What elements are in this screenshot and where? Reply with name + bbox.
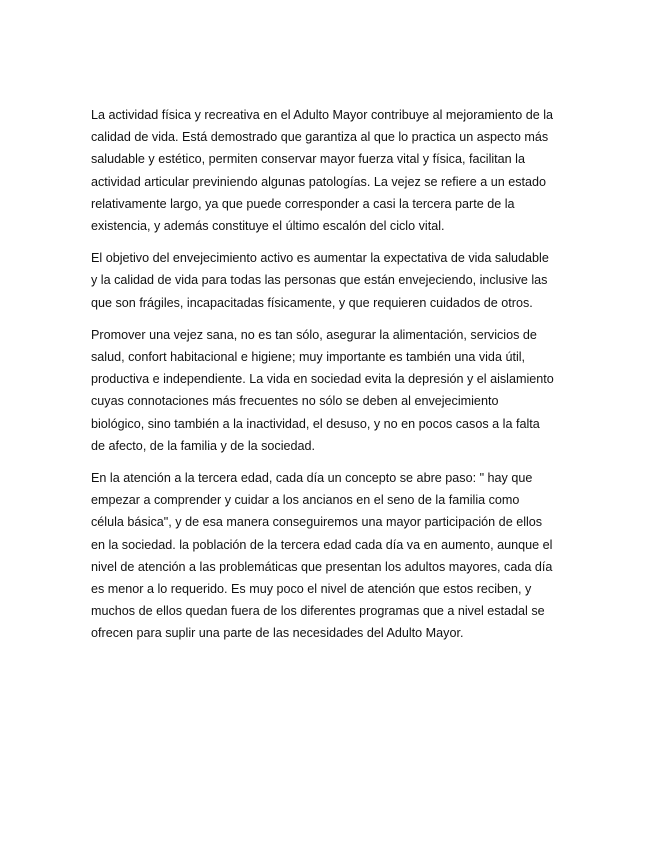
text-line: biológico, sino también a la inactividad, el desuso, y no en pocos casos a la falta bbox=[91, 416, 540, 431]
paragraph-4 bbox=[91, 467, 571, 645]
document-body bbox=[91, 104, 571, 655]
text-line: salud, confort habitacional e higiene; muy importante es también una vida útil, bbox=[91, 350, 526, 365]
text-line: y la calidad de vida para todas las personas que están envejeciendo, inclusive las bbox=[91, 273, 548, 288]
text-line: saludable y estético, permiten conservar mayor fuerza vital y física, facilitan la bbox=[91, 152, 525, 167]
text-line: cuyas connotaciones más frecuentes no sólo se deben al envejecimiento bbox=[91, 394, 499, 409]
text-line: productiva e independiente. La vida en sociedad evita la depresión y el aislamiento bbox=[91, 372, 554, 387]
text-line: actividad articular previniendo algunas patologías. La vejez se refiere a un estado bbox=[91, 174, 547, 189]
text-line: muchos de ellos quedan fuera de los diferentes programas que a nivel estadal se bbox=[91, 604, 545, 619]
text-line: de afecto, de la familia y de la sociedad. bbox=[91, 438, 316, 453]
paragraph-2 bbox=[91, 247, 571, 314]
text-line: calidad de vida. Está demostrado que garantiza al que lo practica un aspecto más bbox=[91, 130, 549, 145]
text-line: nivel de atención a las problemáticas que presentan los adultos mayores, cada día bbox=[91, 559, 553, 574]
paragraph-1 bbox=[91, 104, 571, 237]
text-line: La actividad física y recreativa en el Adulto Mayor contribuye al mejoramiento de la bbox=[91, 108, 554, 122]
text-line: es menor a lo requerido. Es muy poco el nivel de atención que estos reciben, y bbox=[91, 582, 532, 597]
text-line: existencia, y además constituye el último escalón del ciclo vital. bbox=[91, 219, 445, 234]
text-line: célula básica", y de esa manera conseguiremos una mayor participación de ellos bbox=[91, 515, 543, 530]
text-line: empezar a comprender y cuidar a los ancianos en el seno de la familia como bbox=[91, 493, 520, 508]
text-line: En la atención a la tercera edad, cada día un concepto se abre paso: " hay que bbox=[91, 471, 533, 486]
text-line: ofrecen para suplir una parte de las necesidades del Adulto Mayor. bbox=[91, 626, 464, 641]
text-line: relativamente largo, ya que puede corresponder a casi la tercera parte de la bbox=[91, 196, 515, 211]
paragraph-3 bbox=[91, 324, 571, 457]
text-line: que son frágiles, incapacitadas físicamente, y que requieren cuidados de otros. bbox=[91, 295, 533, 310]
text-line: Promover una vejez sana, no es tan sólo, asegurar la alimentación, servicios de bbox=[91, 327, 537, 342]
text-line: en la sociedad. la población de la tercera edad cada día va en aumento, aunque el bbox=[91, 537, 553, 552]
text-line: El objetivo del envejecimiento activo es aumentar la expectativa de vida saludable bbox=[91, 251, 549, 266]
